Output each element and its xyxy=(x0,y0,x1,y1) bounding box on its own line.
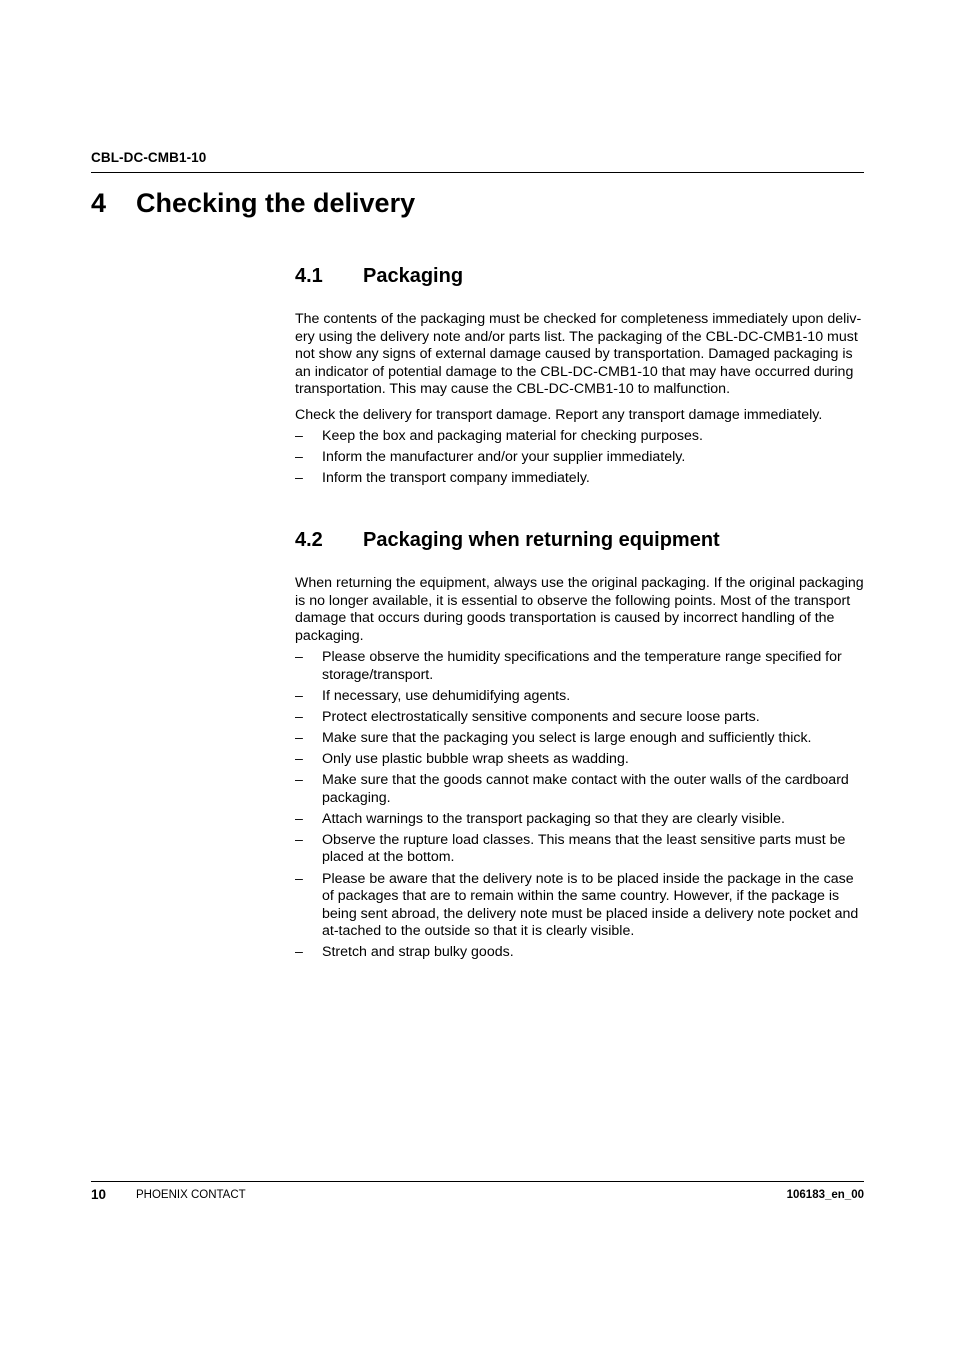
dash-marker: – xyxy=(295,729,303,746)
chapter-heading xyxy=(91,185,415,221)
list-item: – If necessary, use dehumidifying agents. xyxy=(295,687,571,704)
packaging-checklist xyxy=(295,428,864,491)
dash-marker: – xyxy=(295,944,303,961)
section-title: Packaging when returning equipment xyxy=(363,529,720,551)
dash-marker: – xyxy=(295,428,303,444)
dash-marker: – xyxy=(295,470,303,487)
dash-marker: – xyxy=(295,708,303,725)
list-item: – Inform the transport company immediately. xyxy=(295,470,590,487)
list-item: – Inform the manufacturer and/or your supplier immediately. xyxy=(295,449,686,466)
dash-marker: – xyxy=(295,449,303,466)
footer-divider xyxy=(91,1181,864,1182)
list-item: – Make sure that the packaging you select is large enough and sufficiently thick. xyxy=(295,729,812,746)
dash-marker: – xyxy=(295,687,303,704)
list-item: – Observe the rupture load classes. This means that the least sensitive parts must be placed at the bottom. xyxy=(295,831,846,866)
dash-marker: – xyxy=(295,649,303,665)
section-title: Packaging xyxy=(363,265,464,287)
dash-marker: – xyxy=(295,772,303,789)
list-item: – Stretch and strap bulky goods. xyxy=(295,944,514,961)
list-item: – Please be aware that the delivery note is to be placed inside the package in the case of packages that are to remain within the same country. However, if the package is being sent abroad, the delivery note must be placed inside a delivery note pocket and at-tached to the outside so that it is clearly visible. xyxy=(295,870,859,940)
list-item: – Only use plastic bubble wrap sheets as wadding. xyxy=(295,750,629,767)
list-item: – Keep the box and packaging material for checking purposes. xyxy=(295,428,703,444)
packaging-check-paragraph: Check the delivery for transport damage. Report any transport damage immediately. xyxy=(295,407,823,423)
list-item: – Please observe the humidity specifications and the temperature range specified for storage/transport. xyxy=(295,649,842,683)
returning-checklist xyxy=(295,649,864,966)
section-heading-returning xyxy=(295,527,720,553)
list-item: – Make sure that the goods cannot make contact with the outer walls of the cardboard packaging. xyxy=(295,772,849,806)
returning-intro-paragraph: When returning the equipment, always use the original packaging. If the original packaging is no longer available, it is essential to observe the following points. Most of the transport damage that occurs during goods transportation is caused by incorrect handling of the packaging. xyxy=(295,575,864,644)
chapter-number: 4 xyxy=(91,188,107,218)
dash-marker: – xyxy=(295,831,303,848)
chapter-title: Checking the delivery xyxy=(136,188,416,218)
list-item: – Attach warnings to the transport packaging so that they are clearly visible. xyxy=(295,810,785,827)
section-heading-packaging xyxy=(295,263,463,289)
page-number: 10 xyxy=(91,1187,107,1202)
dash-marker: – xyxy=(295,810,303,827)
list-item: – Protect electrostatically sensitive components and secure loose parts. xyxy=(295,708,760,725)
section-number: 4.2 xyxy=(295,529,323,551)
dash-marker: – xyxy=(295,870,303,887)
section-number: 4.1 xyxy=(295,265,323,287)
company-name: PHOENIX CONTACT xyxy=(136,1189,246,1201)
header-divider xyxy=(91,172,864,173)
packaging-intro-paragraph: The contents of the packaging must be checked for completeness immediately upon deliv-ery using the delivery note and/or parts list. The packaging of the CBL-DC-CMB1-10 must not show any signs of external damage caused by transportation. Damaged packaging is an indicator of potential damage to the CBL-DC-CMB1-10 that may have occurred during transportation. This may cause the CBL-DC-CMB1-10 to malfunction. xyxy=(295,311,862,398)
dash-marker: – xyxy=(295,750,303,767)
running-header-product: CBL-DC-CMB1-10 xyxy=(91,150,207,165)
document-id: 106183_en_00 xyxy=(786,1189,864,1201)
